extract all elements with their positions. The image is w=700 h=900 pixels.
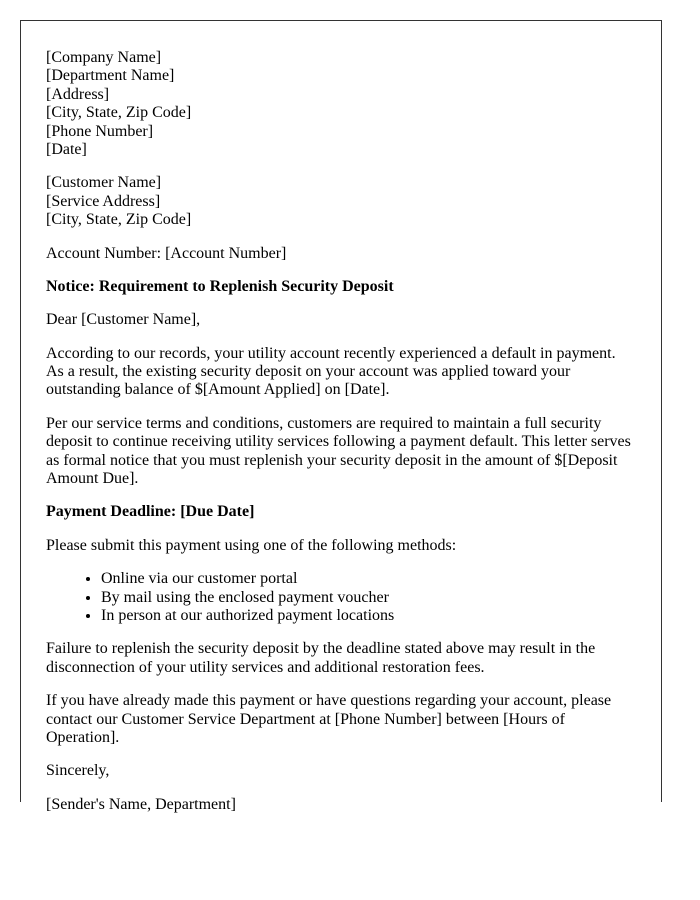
sender-address: [Address] bbox=[46, 85, 110, 103]
recipient-name: [Customer Name] bbox=[46, 174, 162, 192]
paragraph-terms: Per our service terms and conditions, customers are required to maintain a full security deposit to continue receiving utility services following a payment default. This letter serves as formal notice that you must replenish your security deposit in the amount of $[Deposit Amount Due]. bbox=[46, 414, 631, 488]
subject-line: Notice: Requirement to Replenish Security Deposit bbox=[46, 277, 394, 295]
signature-line-clipped: [Sender's Name, Department] bbox=[46, 795, 236, 813]
paragraph-records: According to our records, your utility account recently experienced a default in payment. As a result, the existing security deposit on your account was applied toward your outstanding balance of $[Amount Applied] on [Date]. bbox=[46, 344, 616, 399]
letter-document bbox=[20, 20, 662, 813]
list-item-online-portal: • Online via our customer portal bbox=[101, 570, 636, 588]
paragraph-failure-warning: Failure to replenish the security deposit by the deadline stated above may result in the disconnection of your utility services and additional restoration fees. bbox=[46, 640, 596, 676]
account-number-line: Account Number: [Account Number] bbox=[46, 244, 287, 262]
payment-deadline-line: Payment Deadline: [Due Date] bbox=[46, 503, 255, 521]
list-item-in-person: • In person at our authorized payment locations bbox=[101, 607, 636, 625]
recipient-city-state-zip: [City, State, Zip Code] bbox=[46, 211, 192, 229]
paragraph-contact-info: If you have already made this payment or have questions regarding your account, please contact our Customer Service Department at [Phone Number] between [Hours of Operation]. bbox=[46, 692, 612, 746]
payment-methods-intro: Please submit this payment using one of the following methods: bbox=[46, 536, 457, 554]
letter-date: [Date] bbox=[46, 140, 87, 158]
recipient-address-block bbox=[46, 174, 636, 229]
salutation: Dear [Customer Name], bbox=[46, 311, 201, 329]
sender-company: [Company Name] bbox=[46, 49, 162, 66]
sender-phone: [Phone Number] bbox=[46, 122, 154, 140]
list-item-mail-voucher: • By mail using the enclosed payment voucher bbox=[101, 589, 636, 607]
sender-city-state-zip: [City, State, Zip Code] bbox=[46, 104, 192, 122]
recipient-service-address: [Service Address] bbox=[46, 192, 161, 210]
closing: Sincerely, bbox=[46, 762, 110, 780]
payment-methods-list bbox=[46, 570, 636, 625]
sender-address-block bbox=[46, 49, 636, 159]
sender-department: [Department Name] bbox=[46, 67, 175, 85]
